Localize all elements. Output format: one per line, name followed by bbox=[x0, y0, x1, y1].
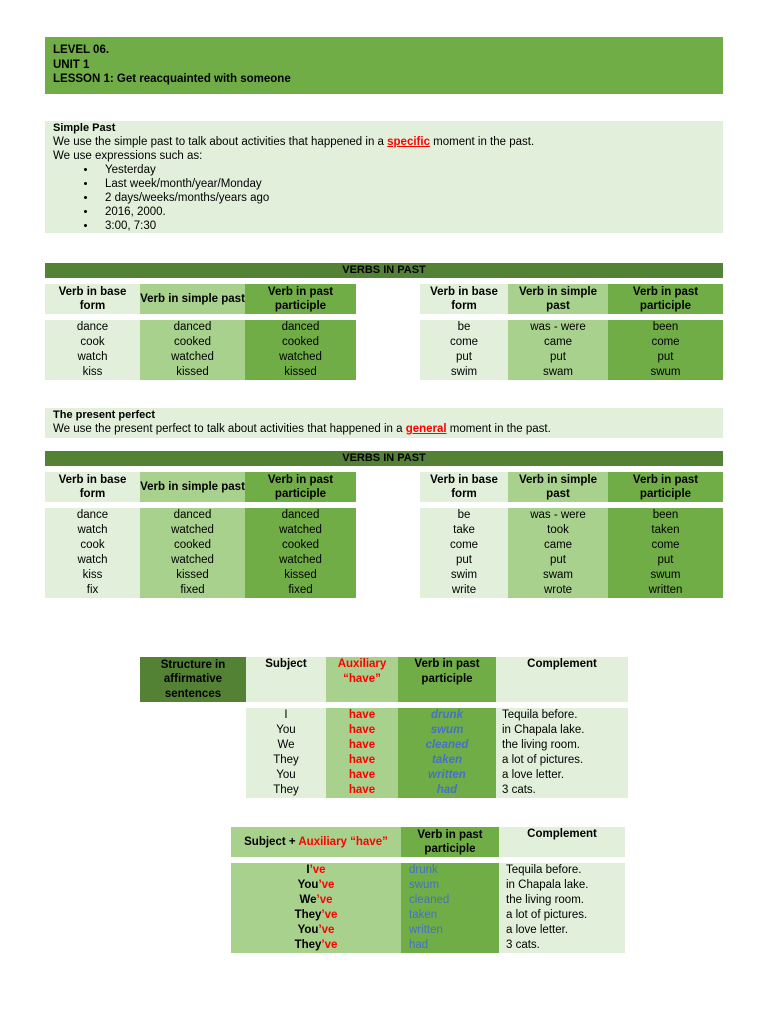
table-cell: watched bbox=[279, 351, 322, 363]
simple-past-title: Simple Past bbox=[53, 122, 116, 134]
structure-label: Structure in affirmative sentences bbox=[140, 657, 246, 702]
header-simple-past: Verb in simple past bbox=[508, 472, 608, 502]
list-item: • Yesterday bbox=[97, 163, 715, 177]
verbs-in-past-bar: VERBS IN PAST bbox=[45, 263, 723, 278]
header-complement: Complement bbox=[499, 827, 625, 857]
table-cell: watch bbox=[77, 351, 108, 363]
subject-word: They bbox=[294, 939, 322, 951]
table-cell: have bbox=[348, 769, 376, 781]
column-contractions bbox=[231, 863, 401, 953]
header-base-form: Verb in base form bbox=[45, 284, 140, 314]
column-base-form bbox=[420, 508, 508, 598]
verbs-in-past-bar: VERBS IN PAST bbox=[45, 451, 723, 466]
table-cell: cook bbox=[80, 539, 105, 551]
table-cell: They bbox=[273, 784, 299, 796]
highlight-specific: specific bbox=[387, 136, 430, 148]
header-base-form: Verb in base form bbox=[45, 472, 140, 502]
header-aux-label: Auxiliary “have” bbox=[298, 835, 388, 848]
table-cell: Tequila before. bbox=[506, 864, 582, 876]
header-subject-auxiliary bbox=[231, 827, 401, 857]
table-cell: have bbox=[348, 784, 376, 796]
table-cell: danced bbox=[173, 321, 212, 333]
present-perfect-title: The present perfect bbox=[53, 409, 156, 421]
expressions-list bbox=[53, 163, 715, 233]
table-cell: written bbox=[428, 769, 466, 781]
table-cell: have bbox=[348, 754, 376, 766]
subject-word: We bbox=[299, 894, 317, 906]
header-past-participle: Verb in past participle bbox=[401, 827, 499, 857]
table-cell: had bbox=[409, 939, 429, 951]
table-cell: watched bbox=[171, 351, 214, 363]
column-past-participle bbox=[245, 320, 356, 380]
simple-past-note bbox=[45, 121, 723, 233]
expressions-intro: We use expressions such as: bbox=[53, 150, 203, 162]
list-item: • 3:00, 7:30 bbox=[97, 219, 715, 233]
present-perfect-note bbox=[45, 408, 723, 438]
table-cell: taken bbox=[409, 909, 438, 921]
table-cell: write bbox=[451, 584, 477, 596]
column-past-participle bbox=[398, 708, 496, 798]
table-cell: watched bbox=[171, 524, 214, 536]
subject-word: You bbox=[297, 879, 319, 891]
table-cell: kissed bbox=[284, 366, 317, 378]
level-label: LEVEL 06. bbox=[53, 44, 110, 56]
table-cell: taken bbox=[431, 754, 463, 766]
header-simple-past: Verb in simple past bbox=[508, 284, 608, 314]
table-cell: fix bbox=[86, 584, 99, 596]
column-past-participle bbox=[608, 320, 723, 380]
table-cell: You bbox=[276, 724, 296, 736]
table-cell: taken bbox=[651, 524, 680, 536]
table-cell: been bbox=[652, 509, 679, 521]
table-cell: cleaned bbox=[425, 739, 469, 751]
table-cell: be bbox=[457, 321, 471, 333]
table-cell: in Chapala lake. bbox=[506, 879, 589, 891]
column-base-form bbox=[45, 320, 140, 380]
text-after: moment in the past. bbox=[446, 423, 551, 435]
table-cell: Tequila before. bbox=[502, 709, 578, 721]
table-cell: 3 cats. bbox=[502, 784, 536, 796]
header-simple-past: Verb in simple past bbox=[140, 472, 245, 502]
header-base-form: Verb in base form bbox=[420, 284, 508, 314]
table-cell: danced bbox=[281, 321, 320, 333]
contraction-suffix: ’ve bbox=[321, 939, 338, 951]
column-simple-past bbox=[508, 320, 608, 380]
table-cell: a lot of pictures. bbox=[506, 909, 588, 921]
header-auxiliary: Auxiliary “have” bbox=[326, 657, 398, 702]
column-complement bbox=[496, 708, 628, 798]
list-item: • Last week/month/year/Monday bbox=[97, 177, 715, 191]
table-cell: come bbox=[651, 539, 680, 551]
header-past-participle: Verb in past participle bbox=[245, 472, 356, 502]
table-cell: in Chapala lake. bbox=[502, 724, 585, 736]
header-subject: Subject bbox=[246, 657, 326, 702]
present-perfect-description bbox=[53, 422, 715, 436]
table-cell: You bbox=[276, 769, 296, 781]
lesson-header bbox=[45, 37, 723, 94]
table-cell: the living room. bbox=[502, 739, 580, 751]
column-subject bbox=[246, 708, 326, 798]
table-cell: kissed bbox=[284, 569, 317, 581]
unit-label: UNIT 1 bbox=[53, 58, 90, 71]
column-simple-past bbox=[140, 508, 245, 598]
table-cell: swum bbox=[430, 724, 464, 736]
contraction-suffix: ’ve bbox=[309, 864, 326, 876]
table-cell: have bbox=[348, 724, 376, 736]
table-cell bbox=[231, 878, 401, 893]
table-cell: watched bbox=[279, 554, 322, 566]
table-cell: written bbox=[648, 584, 683, 596]
subject-word: I bbox=[306, 864, 310, 876]
table-cell: put bbox=[456, 554, 472, 566]
table-cell: cooked bbox=[173, 539, 212, 551]
table-cell: put bbox=[456, 351, 472, 363]
table-cell: kissed bbox=[176, 366, 209, 378]
table-cell: watched bbox=[279, 524, 322, 536]
table-cell: watch bbox=[77, 524, 108, 536]
table-cell: 3 cats. bbox=[506, 939, 540, 951]
table-cell: cook bbox=[80, 336, 105, 348]
table-cell: put bbox=[657, 351, 674, 363]
highlight-general: general bbox=[405, 423, 447, 435]
table-cell: come bbox=[651, 336, 680, 348]
table-cell: put bbox=[657, 554, 674, 566]
table-cell bbox=[231, 863, 401, 878]
header-complement: Complement bbox=[496, 657, 628, 702]
table-cell: fixed bbox=[180, 584, 205, 596]
table-cell: dance bbox=[76, 321, 109, 333]
header-past-participle: Verb in past participle bbox=[608, 472, 723, 502]
header-base-form: Verb in base form bbox=[420, 472, 508, 502]
table-cell: been bbox=[652, 321, 679, 333]
header-past-participle: Verb in past participle bbox=[398, 657, 496, 702]
header-simple-past: Verb in simple past bbox=[140, 284, 245, 314]
table-cell: We bbox=[277, 739, 295, 751]
column-past-participle bbox=[401, 863, 499, 953]
column-simple-past bbox=[140, 320, 245, 380]
table-cell: come bbox=[449, 336, 479, 348]
contraction-suffix: ’ve bbox=[316, 894, 333, 906]
table-cell: have bbox=[348, 739, 376, 751]
header-subject-auxiliary-line1 bbox=[244, 835, 388, 850]
table-cell: a love letter. bbox=[502, 769, 565, 781]
column-base-form bbox=[420, 320, 508, 380]
table-cell: kiss bbox=[82, 366, 103, 378]
table-cell: put bbox=[550, 554, 566, 566]
table-cell: I bbox=[284, 709, 288, 721]
table-cell: fixed bbox=[288, 584, 313, 596]
table-cell: drunk bbox=[409, 864, 438, 876]
table-cell: They bbox=[273, 754, 299, 766]
table-cell bbox=[231, 908, 401, 923]
table-cell bbox=[231, 923, 401, 938]
table-cell bbox=[231, 938, 401, 953]
table-cell: swum bbox=[650, 366, 681, 378]
table-cell: put bbox=[550, 351, 566, 363]
column-auxiliary bbox=[326, 708, 398, 798]
table-cell: danced bbox=[281, 509, 320, 521]
table-cell: was - were bbox=[530, 321, 586, 333]
table-cell: watched bbox=[171, 554, 214, 566]
table-cell: had bbox=[436, 784, 458, 796]
table-cell: cooked bbox=[281, 539, 320, 551]
table-cell: danced bbox=[173, 509, 212, 521]
table-cell: have bbox=[348, 709, 376, 721]
subject-word: You bbox=[297, 924, 319, 936]
table-cell: take bbox=[453, 524, 475, 536]
subject-word: They bbox=[294, 909, 322, 921]
contraction-suffix: ’ve bbox=[318, 924, 335, 936]
header-past-participle: Verb in past participle bbox=[245, 284, 356, 314]
table-cell: took bbox=[547, 524, 569, 536]
table-cell: kiss bbox=[82, 569, 103, 581]
table-cell: wrote bbox=[543, 584, 573, 596]
simple-past-description bbox=[53, 135, 715, 149]
header-subject-plus: Subject + bbox=[244, 835, 299, 848]
text-before: We use the present perfect to talk about activities that happened in a bbox=[53, 423, 406, 435]
table-cell: cooked bbox=[281, 336, 320, 348]
lesson-title: LESSON 1: Get reacquainted with someone bbox=[53, 73, 291, 85]
table-cell bbox=[231, 893, 401, 908]
table-cell: swum bbox=[409, 879, 440, 891]
table-cell: a love letter. bbox=[506, 924, 569, 936]
column-past-participle bbox=[245, 508, 356, 598]
column-complement bbox=[499, 863, 625, 953]
table-cell: written bbox=[409, 924, 443, 936]
list-item: • 2 days/weeks/months/years ago bbox=[97, 191, 715, 205]
table-cell: kissed bbox=[176, 569, 209, 581]
table-cell: the living room. bbox=[506, 894, 584, 906]
table-cell: swim bbox=[450, 569, 478, 581]
table-cell: watch bbox=[77, 554, 108, 566]
table-cell: swam bbox=[542, 569, 574, 581]
list-item: • 2016, 2000. bbox=[97, 205, 715, 219]
column-past-participle bbox=[608, 508, 723, 598]
table-cell: came bbox=[543, 539, 573, 551]
table-cell: a lot of pictures. bbox=[502, 754, 584, 766]
table-cell: came bbox=[543, 336, 573, 348]
table-cell: cooked bbox=[173, 336, 212, 348]
column-base-form bbox=[45, 508, 140, 598]
table-cell: cleaned bbox=[409, 894, 450, 906]
contraction-suffix: ’ve bbox=[318, 879, 335, 891]
table-cell: swum bbox=[650, 569, 681, 581]
table-cell: was - were bbox=[530, 509, 586, 521]
table-cell: drunk bbox=[431, 709, 463, 721]
table-cell: dance bbox=[76, 509, 109, 521]
table-cell: swam bbox=[542, 366, 574, 378]
text-before: We use the simple past to talk about activities that happened in a bbox=[53, 136, 388, 148]
table-cell: be bbox=[457, 509, 471, 521]
table-cell: come bbox=[449, 539, 479, 551]
contraction-suffix: ’ve bbox=[321, 909, 338, 921]
table-cell: swim bbox=[450, 366, 478, 378]
column-simple-past bbox=[508, 508, 608, 598]
text-after: moment in the past. bbox=[429, 136, 535, 148]
header-past-participle: Verb in past participle bbox=[608, 284, 723, 314]
